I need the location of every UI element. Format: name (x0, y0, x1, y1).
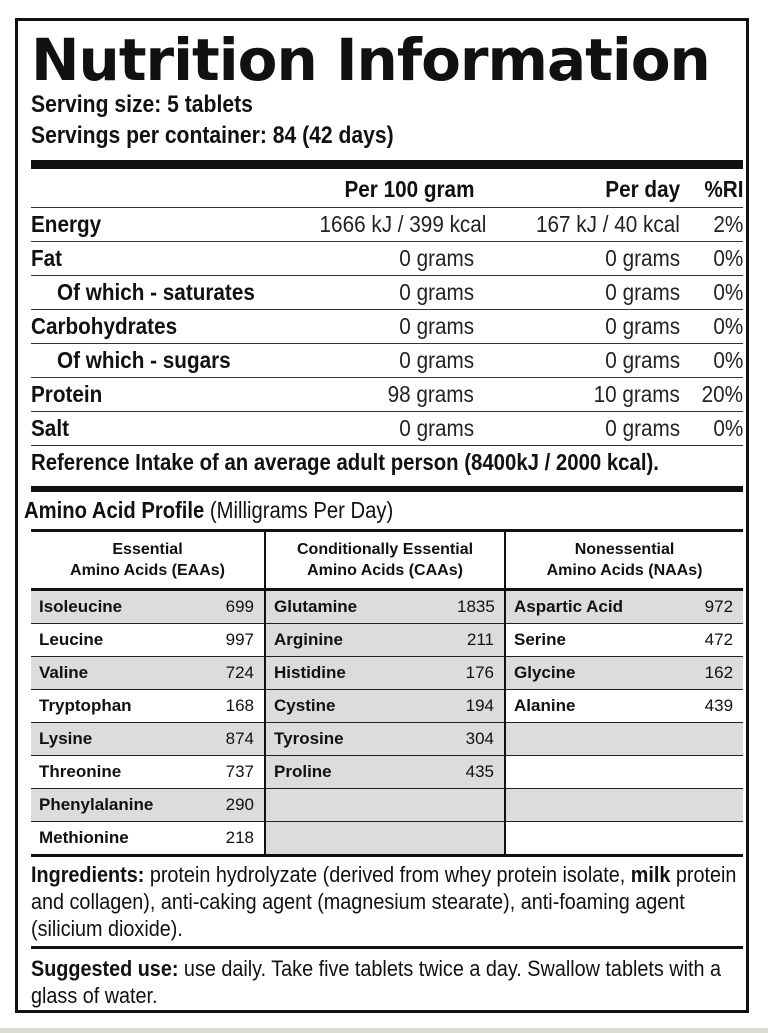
amino-header-conditional: Conditionally Essential Amino Acids (CAAs) (265, 531, 505, 590)
nutrition-row-protein: Protein 98 grams 10 grams 20% (31, 378, 743, 412)
ingredients-text: Ingredients: protein hydrolyzate (derived from whey protein isolate, milk protein and collagen), anti-caking agent (magnesium stearate), anti-foaming agent (silicium dioxide). (31, 862, 737, 941)
table-row: Methionine 218 (31, 822, 743, 856)
amino-profile-unit: (Milligrams Per Day) (209, 497, 394, 523)
allergen-milk: milk (630, 862, 671, 887)
amino-profile-title (24, 497, 393, 524)
nutrition-header-per100: Per 100 gram (301, 171, 474, 208)
table-row: Lysine 874 Tyrosine 304 (31, 723, 743, 756)
servings-per-container: Servings per container: 84 (42 days) (31, 122, 394, 149)
nutrition-row-saturates: Of which - saturates 0 grams 0 grams 0% (31, 276, 743, 310)
table-row: Threonine 737 Proline 435 (31, 756, 743, 789)
amino-header-nonessential: Nonessential Amino Acids (NAAs) (505, 531, 743, 590)
nutrition-row-fat: Fat 0 grams 0 grams 0% (31, 242, 743, 276)
table-row: Isoleucine 699 Glutamine 1835 Aspartic Acid 972 (31, 590, 743, 624)
nutrition-row-salt: Salt 0 grams 0 grams 0% (31, 412, 743, 446)
table-row: Leucine 997 Arginine 211 Serine 472 (31, 624, 743, 657)
page-edge (0, 1028, 768, 1033)
table-row: Phenylalanine 290 (31, 789, 743, 822)
nutrition-header-row (31, 171, 743, 208)
nutrition-label (15, 18, 749, 1013)
suggested-use-label: Suggested use: (31, 956, 179, 981)
amino-header-essential: Essential Amino Acids (EAAs) (31, 531, 265, 590)
ingredients-label: Ingredients: (31, 862, 145, 887)
serving-size: Serving size: 5 tablets (31, 91, 253, 118)
empty-cell (685, 756, 743, 789)
page-title: Nutrition Information (31, 26, 710, 94)
nutrition-header-name (31, 171, 301, 208)
nutrition-row-sugars: Of which - sugars 0 grams 0 grams 0% (31, 344, 743, 378)
amino-header-row (31, 531, 743, 590)
nutrition-header-perday: Per day (474, 171, 680, 208)
empty-cell (265, 822, 449, 856)
empty-cell (265, 789, 449, 822)
nutrition-header-ri: %RI (680, 171, 743, 208)
empty-cell (449, 822, 505, 856)
empty-cell (685, 822, 743, 856)
empty-cell (505, 822, 685, 856)
amino-acid-table (31, 529, 743, 857)
reference-intake-note: Reference Intake of an average adult person (8400kJ / 2000 kcal). (31, 449, 659, 475)
empty-cell (449, 789, 505, 822)
empty-cell (685, 789, 743, 822)
divider-thick (31, 160, 743, 169)
table-row: Valine 724 Histidine 176 Glycine 162 (31, 657, 743, 690)
nutrition-row-carbohydrates: Carbohydrates 0 grams 0 grams 0% (31, 310, 743, 344)
nutrition-table (31, 171, 743, 446)
empty-cell (505, 756, 685, 789)
table-row: Tryptophan 168 Cystine 194 Alanine 439 (31, 690, 743, 723)
nutrition-row-energy: Energy 1666 kJ / 399 kcal 167 kJ / 40 kcal 2% (31, 208, 743, 242)
divider (31, 946, 743, 949)
empty-cell (505, 789, 685, 822)
empty-cell (685, 723, 743, 756)
suggested-use-text: Suggested use: use daily. Take five tablets twice a day. Swallow tablets with a glass of water. (31, 956, 722, 1008)
amino-profile-heading: Amino Acid Profile (24, 497, 205, 523)
divider-thick (31, 486, 743, 492)
empty-cell (505, 723, 685, 756)
